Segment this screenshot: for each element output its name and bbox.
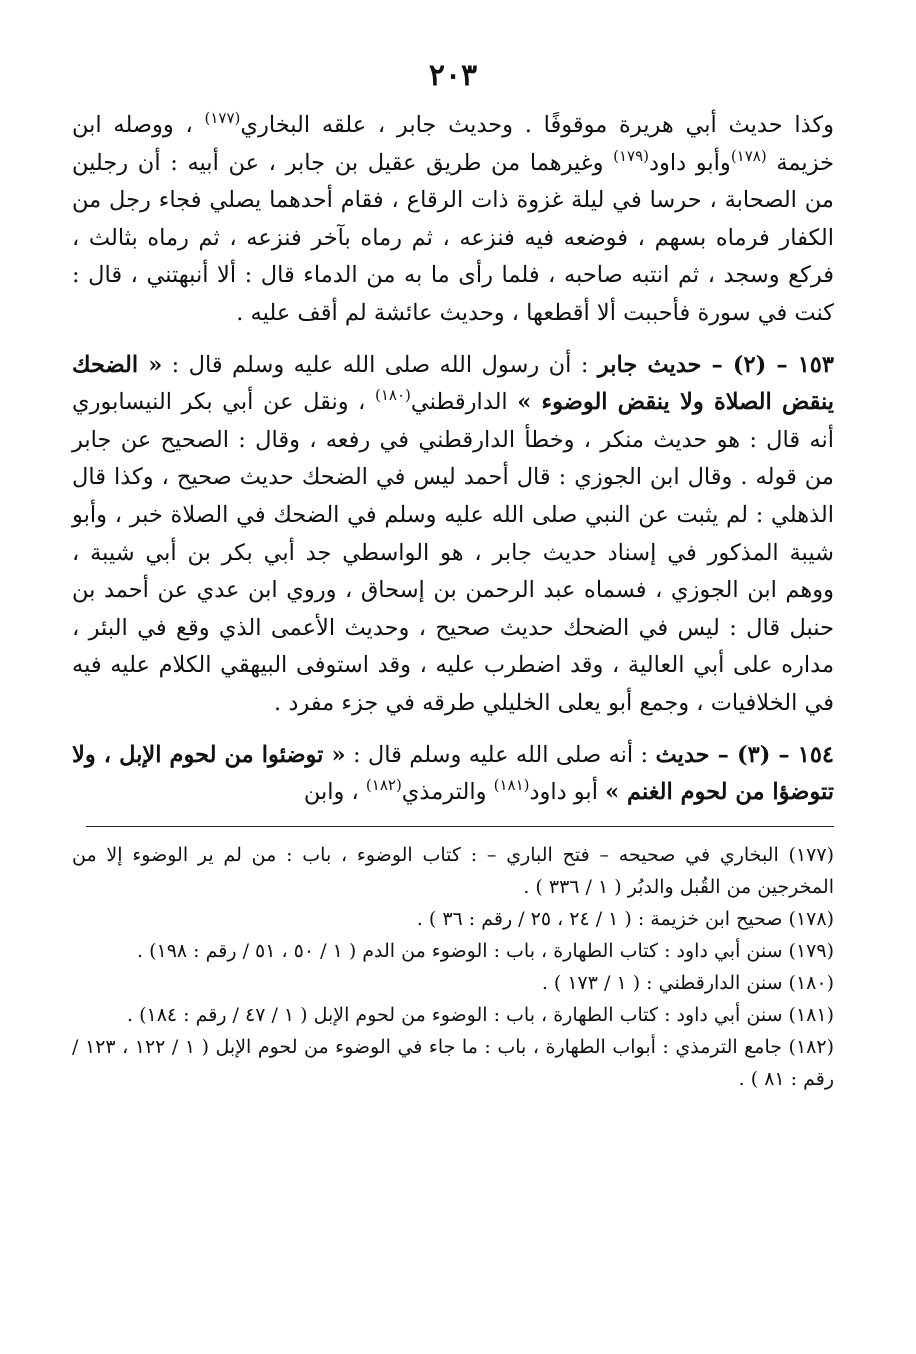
- text-segment: والترمذي: [401, 779, 494, 806]
- main-text: [72, 107, 834, 812]
- text-segment: ، ووصله ابن خزيمة: [72, 112, 835, 176]
- footnote: (١٨٠) سنن الدارقطني : ( ١ / ١٧٣ ) .: [541, 971, 834, 994]
- text-segment: وكذا حديث أبي هريرة موقوفًا . وحديث جابر ، علقه البخاري: [240, 112, 834, 138]
- text-segment: وأبو داود: [648, 149, 731, 176]
- page-number: ٢٠٣: [428, 58, 478, 93]
- footnotes: [72, 839, 834, 1095]
- footnote-separator: [86, 826, 834, 827]
- footnote-ref: (١٨٠): [375, 386, 411, 405]
- text-segment: : أن رسول الله صلى الله عليه وسلم قال :: [162, 351, 598, 378]
- bold-text: « توضئوا من لحوم الإبل ، ولا تتوضؤا من لحوم الغنم »: [72, 741, 834, 806]
- text-segment: الدارقطني: [410, 389, 518, 416]
- text-segment: ، ونقل عن أبي بكر النيسابوري أنه قال : هو حديث منكر ، وخطأ الدارقطني في رفعه ، وقال : الصحيح عن جابر من قوله . وقال ابن الجوزي : قال أحمد ليس في الضحك حديث صحيح ، وكذا قال الذهلي : لم يثبت عن النبي صلى الله عليه وسلم في الضحك في الصلاة خبر ، وأبو شيبة المذكور في إسناد حديث جابر ، هو الواسطي جد أبي بكر بن أبي شيبة ، ووهم ابن الجوزي ، فسماه عبد الرحمن بن إسحاق ، وروي ابن عدي عن أحمد بن حنبل قال : ليس في الضحك حديث صحيح ، وحديث الأعمى الذي وقع في البئر ، مداره على أبي العالية ، وقد اضطرب عليه ، وقد استوفى البيهقي الكلام عليه فيه في الخلافيات ، وجمع أبو يعلى الخليلي طرقه في جزء مفرد .: [72, 389, 834, 716]
- text-segment: أبو داود: [529, 779, 606, 806]
- paragraph: [72, 737, 834, 812]
- footnote: (١٧٧) البخاري في صحيحه – فتح الباري – : كتاب الوضوء ، باب : من لم ير الوضوء إلا من المخرجين من القُبل والدبُر ( ١ / ٣٣٦ ) .: [72, 843, 834, 898]
- footnote-ref: (١٨٢): [365, 776, 402, 795]
- footnote-ref: (١٧٨): [730, 146, 767, 165]
- text-segment: وغيرهما من طريق عقيل بن جابر ، عن أبيه : أن رجلين من الصحابة ، حرسا في ليلة غزوة ذات الرقاع ، فقام أحدهما يصلي فجاء رجل من الكفار فرماه بسهم ، فوضعه فيه فنزعه ، ثم رماه بآخر فنزعه ، ثم رماه بثالث ، فركع وسجد ، ثم انتبه صاحبه ، فلما رأى ما به من الدماء قال : ألا أنبهتني ، قال : كنت في سورة فأحببت ألا أقطعها ، وحديث عائشة لم أقف عليه .: [72, 149, 834, 326]
- footnote-ref: (١٧٧): [204, 109, 241, 127]
- text-segment: ، وابن: [303, 779, 366, 806]
- footnote: (١٨٢) جامع الترمذي : أبواب الطهارة ، باب : ما جاء في الوضوء من لحوم الإبل ( ١ / ١٢٢ ، ١٢٣ / رقم : ٨١ ) .: [72, 1035, 834, 1090]
- footnote: (١٧٨) صحيح ابن خزيمة : ( ١ / ٢٤ ، ٢٥ / رقم : ٣٦ ) .: [416, 907, 834, 930]
- bold-text: ١٥٣ – (٢) – حديث جابر: [597, 351, 834, 378]
- text-segment: : أنه صلى الله عليه وسلم قال :: [345, 741, 656, 768]
- footnote-ref: (١٧٩): [613, 146, 649, 165]
- footnote-ref: (١٨١): [493, 776, 530, 795]
- footnote: (١٧٩) سنن أبي داود : كتاب الطهارة ، باب : الوضوء من الدم ( ١ / ٥٠ ، ٥١ / رقم : ١٩٨) .: [137, 939, 834, 962]
- bold-text: « الضحك ينقض الصلاة ولا ينقض الوضوء »: [72, 351, 835, 416]
- footnote: (١٨١) سنن أبي داود : كتاب الطهارة ، باب : الوضوء من لحوم الإبل ( ١ / ٤٧ / رقم : ١٨٤) .: [126, 1003, 834, 1026]
- paragraph: [72, 107, 834, 333]
- bold-text: ١٥٤ – (٣) – حديث: [655, 741, 835, 768]
- paragraph: [72, 347, 834, 723]
